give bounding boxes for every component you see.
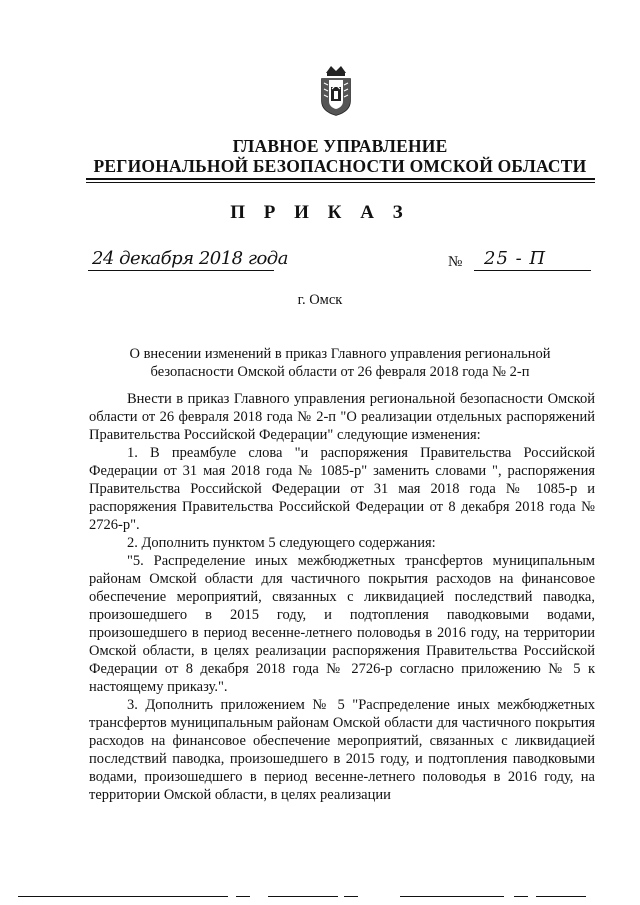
body-paragraph: 3. Дополнить приложением № 5 "Распределение иных межбюджетных трансфертов муниципальным районам Омской области для частичного покрытия расходов на финансовое обеспечение мероприятий, связанных с ликвидацией последствий паводка, произошедшего в 2015 году, и подтопления паводковыми водами, произошедшего в период весенне-летнего половодья в 2016 году, на территории Омской области, в целях реализации [89, 697, 595, 803]
header-divider [86, 178, 595, 180]
footer-line [344, 896, 358, 897]
body-paragraph: 2. Дополнить пунктом 5 следующего содержания: [127, 535, 436, 551]
document-number: 25 - П [484, 248, 547, 269]
omsk-coat-of-arms-icon [318, 63, 354, 117]
organization-name-line1: ГЛАВНОЕ УПРАВЛЕНИЕ [232, 136, 448, 156]
footer-line [514, 896, 528, 897]
footer-line [536, 896, 586, 897]
number-label: № [448, 254, 463, 270]
body-paragraph: "5. Распределение иных межбюджетных трансфертов муниципальным районам Омской области для частичного покрытия расходов на финансовое обеспечение мероприятий, связанных с ликвидацией последствий паводка, произошедшего в 2015 году, и подтопления паводковыми водами, произошедшего в период весенне-летнего половодья в 2016 году, на территории Омской области, в целях реализации распоряжения Правительства Российской Федерации от 8 декабря 2018 года № 2726-р согласно приложению № 5 к настоящему приказу.". [89, 553, 595, 695]
document-city: г. Омск [297, 292, 343, 308]
date-underline [88, 270, 274, 271]
footer-line [400, 896, 504, 897]
footer-line [268, 896, 338, 897]
organization-name-line2: РЕГИОНАЛЬНОЙ БЕЗОПАСНОСТИ ОМСКОЙ ОБЛАСТИ [93, 156, 587, 176]
footer-line [236, 896, 250, 897]
document-type-title: П Р И К А З [230, 202, 410, 223]
body-paragraph: Внести в приказ Главного управления региональной безопасности Омской области от 26 февраля 2018 года № 2-п "О реализации отдельных распоряжений Правительства Российской Федерации" следующие изменения: [89, 391, 595, 443]
header-divider-thin [86, 182, 595, 183]
document-subject: О внесении изменений в приказ Главного управления региональной безопасности Омской области от 26 февраля 2018 года № 2-п [129, 346, 551, 380]
footer-line [18, 896, 228, 897]
document-body [89, 390, 595, 804]
number-underline [474, 270, 591, 271]
body-paragraph: 1. В преамбуле слова "и распоряжения Правительства Российской Федерации от 31 мая 2018 года № 1085-р" заменить словами ", распоряжения Правительства Российской Федерации от 31 мая 2018 года № 1085-р и распоряжения Правительства Российской Федерации от 8 декабря 2018 года № 2726-р". [89, 445, 595, 533]
document-date: 24 декабря 2018 года [92, 248, 288, 269]
